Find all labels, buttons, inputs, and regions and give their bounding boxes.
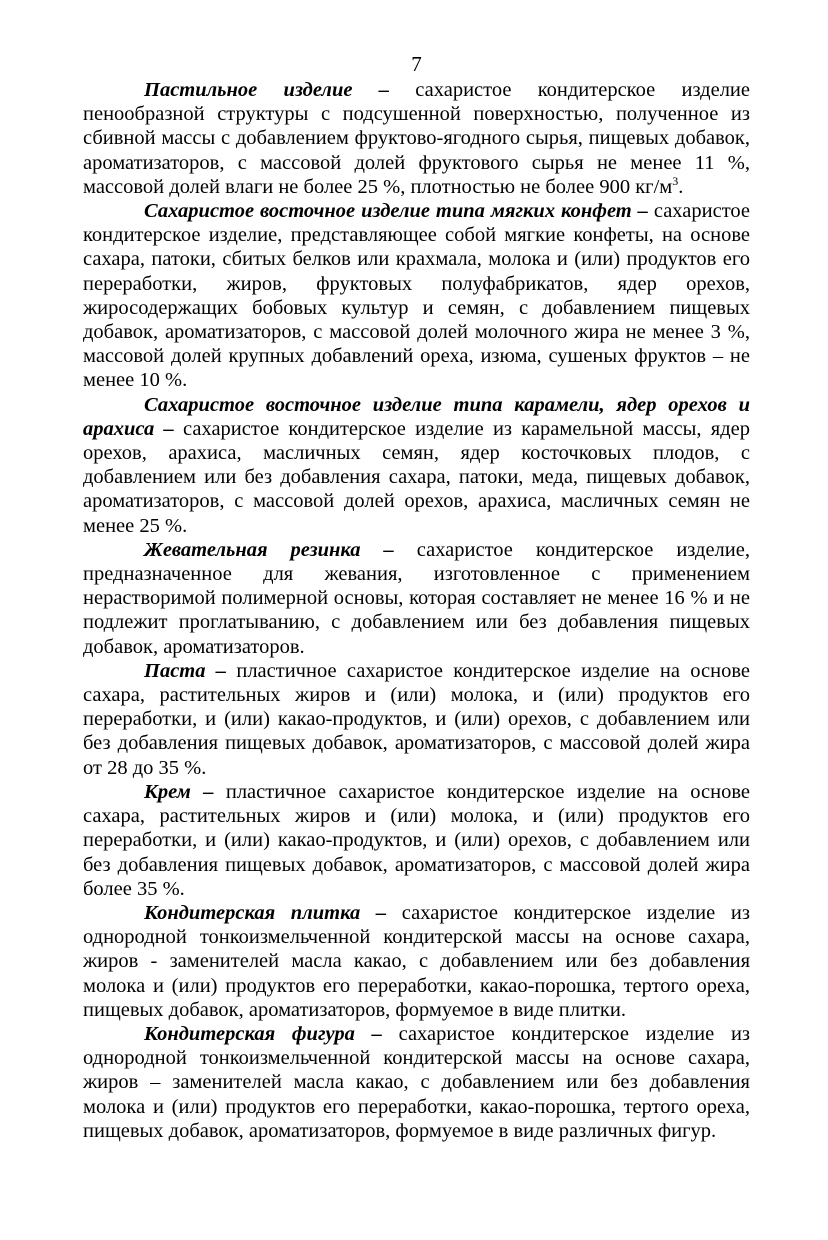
definition-paste (83, 659, 750, 780)
page-number: 7 (411, 52, 422, 76)
definition-dash: – (205, 659, 237, 682)
definition-text: сахаристое кондитерское изделие, представляющее собой мягкие конфеты, на основе сахара, патоки, сбитых белков или крахмала, молока и (или) продуктов его переработки, жиров, фруктовых полуфабрикатов, ядер орехов, жиросодержащих бобовых культур и семян, с добавлением пищевых добавок, ароматизаторов, с массовой долей молочного жира не менее 3 %, массовой долей крупных добавлений ореха, изюма, сушеных фруктов – не менее 10 %. (83, 200, 750, 392)
definition-dash: – (360, 901, 402, 924)
definition-text: сахаристое кондитерское изделие из однородной тонкоизмельченной кондитерской массы на основе сахара, жиров – заменителей масла какао, с добавлением или без добавления молока и (или) продуктов его переработки, какао-порошка, тертого ореха, пищевых добавок, ароматизаторов, формуемое в виде различных фигур. (83, 1022, 751, 1142)
definition-text: сахаристое кондитерское изделие из карамельной массы, ядер орехов, арахиса, масличных семян, ядер косточковых плодов, с добавлением или без добавления сахара, патоки, меда, пищевых добавок, ароматизаторов, с массовой долей орехов, арахиса, масличных семян не менее 25 %. (83, 417, 751, 537)
superscript-exponent: 3 (672, 173, 679, 188)
definition-confectionery-bar (83, 901, 750, 1022)
definition-term: Сахаристое восточное изделие типа мягких конфет (144, 200, 632, 223)
definition-confectionery-figure (83, 1022, 750, 1143)
definition-term: Пастильное изделие (144, 79, 353, 101)
definition-term: Крем (144, 780, 191, 803)
definition-dash: – (190, 780, 226, 803)
definition-dash: – (354, 1022, 399, 1045)
document-page (83, 52, 750, 1143)
definition-text: пластичное сахаристое кондитерское изделие на основе сахара, растительных жиров и (или) молока, и (или) продуктов его переработки, и (или) какао-продуктов, и (или) орехов, с добавлением или без добавления пищевых добавок, ароматизаторов, с массовой долей жира от 28 до 35 %. (83, 659, 750, 779)
definition-term: Кондитерская фигура (144, 1022, 355, 1045)
definition-text: сахаристое кондитерское изделие пенообразной структуры с подсушенной поверхностью, полученное из сбивной массы с добавлением фруктово-ягодного сырья, пищевых добавок, ароматизаторов, с массовой долей фруктового сырья не менее 11 %, массовой долей влаги не более 25 %, плотностью не более 900 кг/м (83, 79, 750, 198)
definition-dash: – (360, 538, 417, 561)
definition-text: сахаристое кондитерское изделие, предназначенное для жевания, изготовленное с применением нерастворимой полимерной основы, которая составляет не менее 16 % и не подлежит проглатыванию, с добавлением или без добавления пищевых добавок, ароматизаторов. (83, 538, 750, 658)
definition-text: сахаристое кондитерское изделие из однородной тонкоизмельченной кондитерской массы на основе сахара, жиров - заменителей масла какао, с добавлением или без добавления молока и (или) продуктов его переработки, какао-порошка, тертого ореха, пищевых добавок, ароматизаторов, формуемое в виде плитки. (83, 901, 750, 1021)
definition-chewing-gum (83, 538, 750, 659)
definition-pastila (83, 78, 750, 199)
definition-term: Паста (144, 659, 206, 682)
definition-term: Жевательная резинка (144, 538, 361, 561)
definition-dash: – (631, 200, 654, 223)
definition-tail: . (678, 175, 684, 198)
definition-term: Сахаристое восточное изделие типа карамели, ядер орехов и арахиса (83, 393, 750, 440)
definition-dash: – (352, 79, 416, 101)
definition-caramel-nuts (83, 393, 750, 538)
definition-cream (83, 780, 750, 901)
definition-dash: – (154, 417, 184, 440)
definition-soft-candy (83, 199, 750, 393)
definition-text: пластичное сахаристое кондитерское изделие на основе сахара, растительных жиров и (или) молока, и (или) продуктов его переработки, и (или) какао-продуктов, и (или) орехов, с добавлением или без добавления пищевых добавок, ароматизаторов, с массовой долей жира более 35 %. (83, 780, 750, 900)
definition-term: Кондитерская плитка (144, 901, 361, 924)
